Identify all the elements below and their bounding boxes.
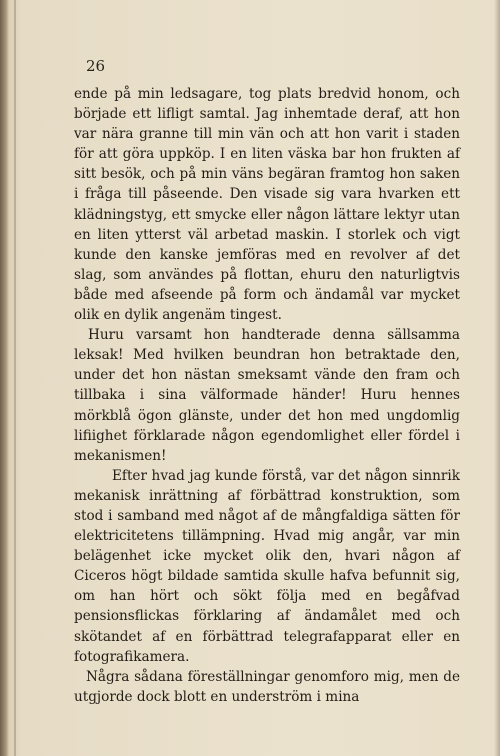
- page-number: 26: [86, 57, 106, 75]
- paragraph-3: Efter hvad jag kunde förstå, var det någon sinnrik mekanisk inrättning af förbättrad konstruktion, som stod i samband med något af de mångfaldiga sätten för elektricitetens tillämpning. Hvad mig angår, var min belägenhet icke mycket olik den, hvari någon af Ciceros högt bildade samtida skulle hafva befunnit sig, om han hört och sökt följa med en begåfvad pensionsflickas förklaring af ändamålet med och skötandet af en förbättrad telegrafapparat eller en fotografikamera.: [74, 467, 460, 665]
- page-inner-edge: [14, 0, 16, 756]
- book-spine-shadow: [0, 0, 9, 756]
- paragraph-4: Några sådana föreställningar genomforo mig, men de utgjorde dock blott en underström i mina: [74, 668, 460, 705]
- body-text: [74, 84, 460, 707]
- page-outer-edge: [494, 0, 500, 756]
- paragraph-1: ende på min ledsagare, tog plats bredvid honom, och började ett lifligt samtal. Jag inhemtade deraf, att hon var nära granne till min vän och att hon varit i staden för att göra uppköp. I en liten väska bar hon frukten af sitt besök, och på min väns begäran framtog hon saken i fråga till påseende. Den visade sig vara hvarken ett klädningstyg, ett smycke eller någon lättare lektyr utan en liten ytterst väl arbetad maskin. I storlek och vigt kunde den kanske jemföras med en revolver af det slag, som användes på flottan, ehuru den naturligtvis både med afseende på form och ändamål var mycket olik en dylik angenäm tingest.: [74, 86, 460, 324]
- paragraph-2: Huru varsamt hon handterade denna sällsamma leksak! Med hvilken beundran hon betraktade den, under det hon nästan smeksamt vände den fram och tillbaka i sina välformade händer! Huru hennes mörkblå ögon glänste, under det hon med ungdomlig lifiighet förklarade någon egendomlighet eller fördel i mekanismen!: [74, 327, 460, 464]
